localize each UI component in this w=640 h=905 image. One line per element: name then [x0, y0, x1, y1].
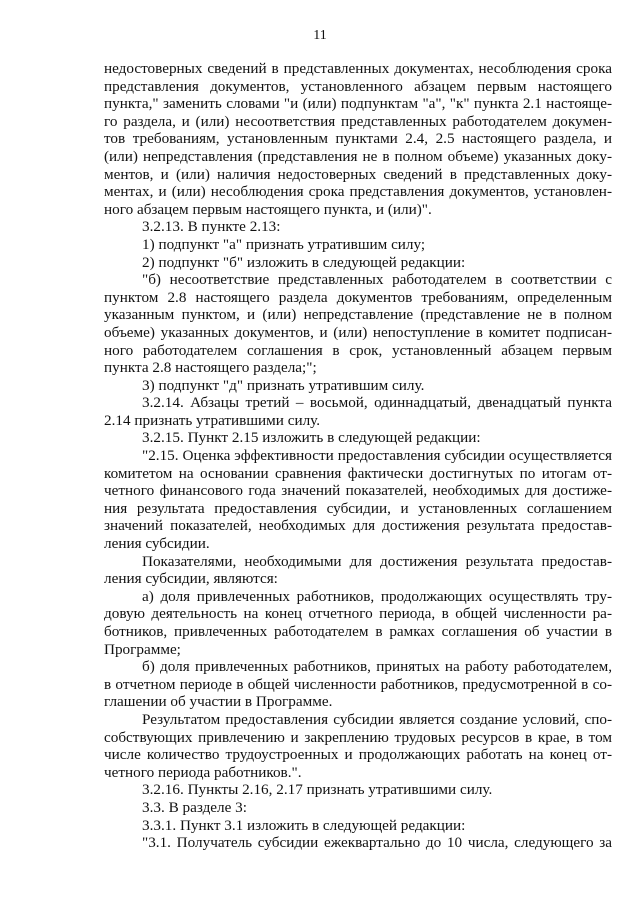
paragraph: 3.2.14. Абзацы третий – восьмой, одиннадцатый, двенадцатый пункта 2.14 признать утратившими силу. — [104, 394, 612, 429]
paragraph: 3.3.1. Пункт 3.1 изложить в следующей редакции: — [142, 816, 466, 834]
paragraph: 1) подпункт "а" признать утратившим силу; — [142, 235, 426, 253]
document-body — [104, 60, 612, 852]
paragraph: "б) несоответствие представленных работодателем в соответствии с пунктом 2.8 настоящего раздела документов требованиям, определенным указанным пунктом, и (или) непредставление (представление не в полном объеме) указанных документов, и (или) непоступление в комитет подписанного работодателем соглашения в срок, установленный абзацем первым пункта 2.8 настоящего раздела;"; — [104, 271, 612, 377]
paragraph: 3) подпункт "д" признать утратившим силу. — [142, 376, 425, 394]
paragraph: Результатом предоставления субсидии является создание условий, способствующих привлечению и закреплению трудовых ресурсов в крае, в том числе количество трудоустроенных и продолжающих работать на конец отчетного периода работников.". — [104, 710, 612, 781]
paragraph: "2.15. Оценка эффективности предоставления субсидии осуществляется комитетом на основании сравнения фактически достигнутых по итогам отчетного финансового года значений показателей, необходимых для достижения результата предоставления субсидии, и установленных соглашением значений показателей, необходимых для достижения результата предоставления субсидии. — [104, 447, 612, 553]
page-number: 11 — [313, 28, 327, 43]
paragraph: недостоверных сведений в представленных документах, несоблюдения срока представления документов, установленного абзацем первым настоящего пункта," заменить словами "и (или) подпунктам "а", "к" пункта 2.1 настоящего раздела, и (или) несоответствия представленных работодателем документов требованиям, установленным пунктами 2.4, 2.5 настоящего раздела, и (или) непредставления (представления не в полном объеме) указанных документов, и (или) наличия недостоверных сведений в представленных документах, и (или) несоблюдения срока представления документов, установленного абзацем первым настоящего пункта, и (или)". — [104, 60, 612, 218]
paragraph: 3.2.13. В пункте 2.13: — [142, 218, 281, 236]
paragraph: Показателями, необходимыми для достижения результата предоставления субсидии, являются: — [104, 552, 612, 588]
paragraph: 2) подпункт "б" изложить в следующей редакции: — [142, 253, 466, 271]
paragraph: а) доля привлеченных работников, продолжающих осуществлять трудовую деятельность на конец отчетного периода, в общей численности работников, привлеченных работодателем в рамках соглашения об участии в Программе; — [104, 587, 612, 658]
paragraph: 3.3. В разделе 3: — [142, 798, 247, 816]
paragraph: 3.2.16. Пункты 2.16, 2.17 признать утратившими силу. — [142, 781, 493, 799]
paragraph: 3.2.15. Пункт 2.15 изложить в следующей редакции: — [142, 429, 481, 447]
paragraph: "3.1. Получатель субсидии ежеквартально до 10 числа, следующего за — [142, 834, 612, 852]
paragraph: б) доля привлеченных работников, принятых на работу работодателем, в отчетном периоде в общей численности работников, предусмотренной в соглашении об участии в Программе. — [104, 658, 612, 711]
